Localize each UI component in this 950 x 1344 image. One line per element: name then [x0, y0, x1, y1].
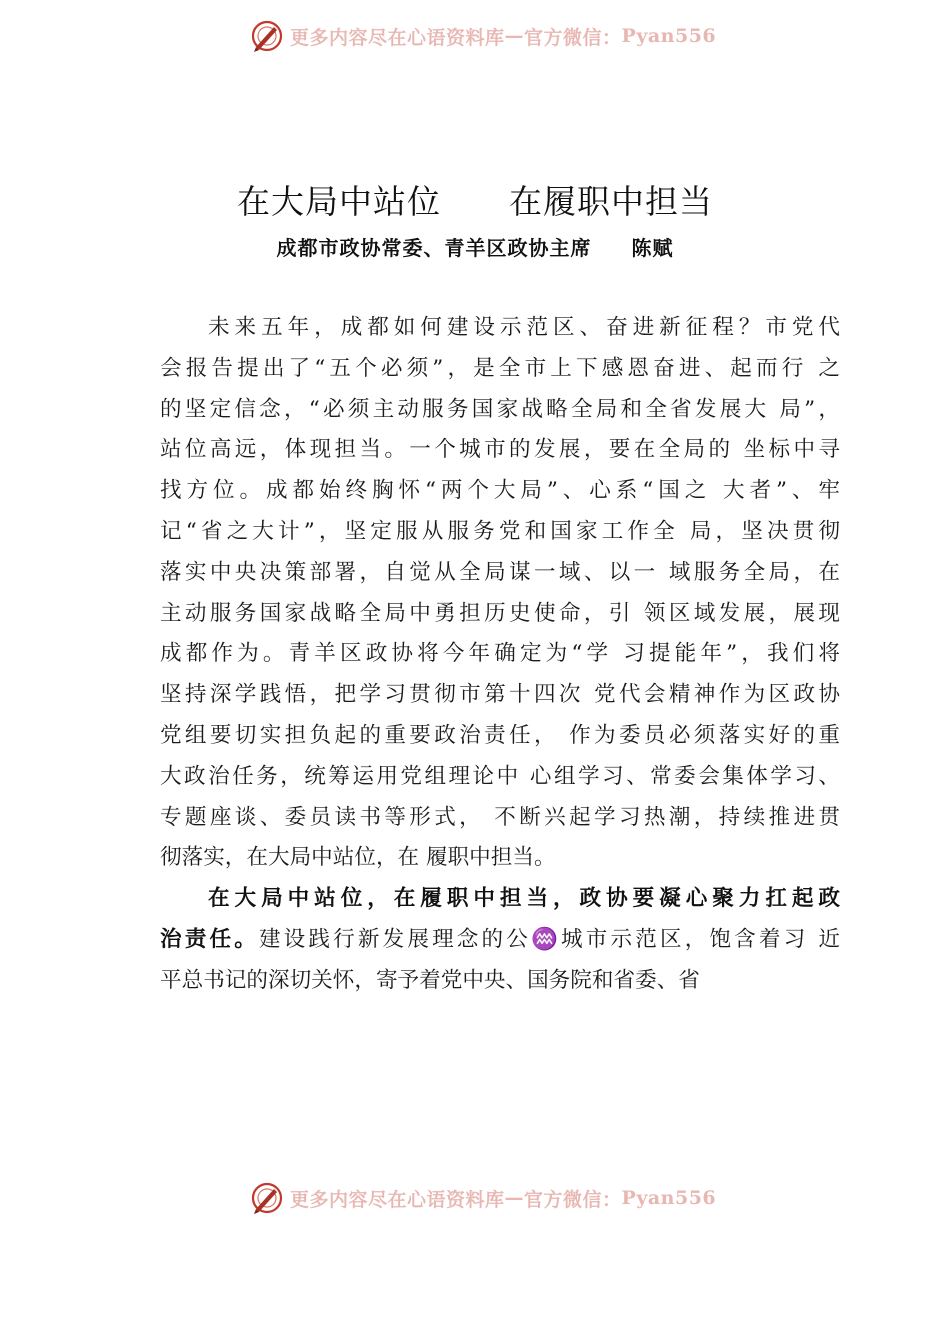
- page-title: [0, 176, 950, 223]
- banner-wechat-label: 官方微信：: [524, 26, 622, 49]
- author-line: [0, 232, 950, 261]
- paragraph-line: 主动服务国家战略全局中勇担历史使命，引 领区域发展，展现: [160, 600, 840, 626]
- paragraph-line: 的坚定信念，“必须主动服务国家战略全局和全省发展大 局”，: [160, 396, 840, 422]
- title-part-2: 在履职中担当: [509, 182, 713, 221]
- footer-banner: [250, 1180, 770, 1216]
- paragraph-line: 找方位。成都始终胸怀“两个大局”、心系“国之 大者”、牢: [160, 478, 840, 504]
- paragraph-2-line: 平总书记的深切关怀，寄予着党中央、国务院和省委、省: [160, 967, 700, 993]
- header-banner: [250, 18, 770, 54]
- banner-separator: —: [504, 1187, 525, 1209]
- paragraph-2-line: [160, 920, 840, 961]
- paragraph-line: 记“省之大计”，坚定服从服务党和国家工作全 局，坚决贯彻: [160, 518, 840, 544]
- paragraph-2-text: 建设践行新发展理念的公♒城市示范区，饱含着习 近: [258, 926, 840, 952]
- paragraph-2-heading-line: 在大局中站位，在履职中担当，政协要凝心聚力扛起政: [208, 886, 840, 912]
- title-part-1: 在大局中站位: [237, 182, 441, 221]
- paragraph-line: 党组要切实担负起的重要政治责任， 作为委员必须落实好的重: [160, 722, 840, 748]
- banner-wechat-id: Pyan556: [621, 25, 717, 47]
- banner-wechat-label: 官方微信：: [524, 1188, 622, 1211]
- author-name: 陈赋: [631, 236, 674, 260]
- paragraph-line: 会报告提出了“五个必须”，是全市上下感恩奋进、起而行 之: [160, 355, 840, 381]
- paragraph-line: 落实中央决策部署，自觉从全局谋一域、以一 域服务全局，在: [160, 559, 840, 585]
- banner-separator: —: [504, 25, 525, 47]
- paragraph-line: 大政治任务，统筹运用党组理论中 心组学习、常委会集体学习、: [160, 763, 840, 789]
- pen-logo-icon: [250, 1181, 284, 1215]
- banner-main-text: 更多内容尽在心语资料库: [290, 26, 505, 49]
- author-role: 成都市政协常委、青羊区政协主席: [276, 236, 592, 260]
- paragraph-line: 站位高远，体现担当。一个城市的发展，要在全局的 坐标中寻: [160, 437, 840, 463]
- article-body: [160, 308, 840, 1002]
- paragraph-line: 彻落实，在大局中站位，在 履职中担当。: [160, 845, 556, 871]
- banner-wechat-id: Pyan556: [621, 1187, 717, 1209]
- banner-main-text: 更多内容尽在心语资料库: [290, 1188, 505, 1211]
- paragraph-line: 坚持深学践悟，把学习贯彻市第十四次 党代会精神作为区政协: [160, 682, 840, 708]
- pen-logo-icon: [250, 19, 284, 53]
- paragraph-2-bold-start: 治责任。: [160, 926, 259, 952]
- paragraph-line: 专题座谈、委员读书等形式， 不断兴起学习热潮，持续推进贯: [160, 804, 840, 830]
- paragraph-line: 成都作为。青羊区政协将今年确定为“学 习提能年”，我们将: [160, 641, 840, 667]
- paragraph-line: 未来五年，成都如何建设示范区、奋进新征程？市党代: [208, 315, 840, 340]
